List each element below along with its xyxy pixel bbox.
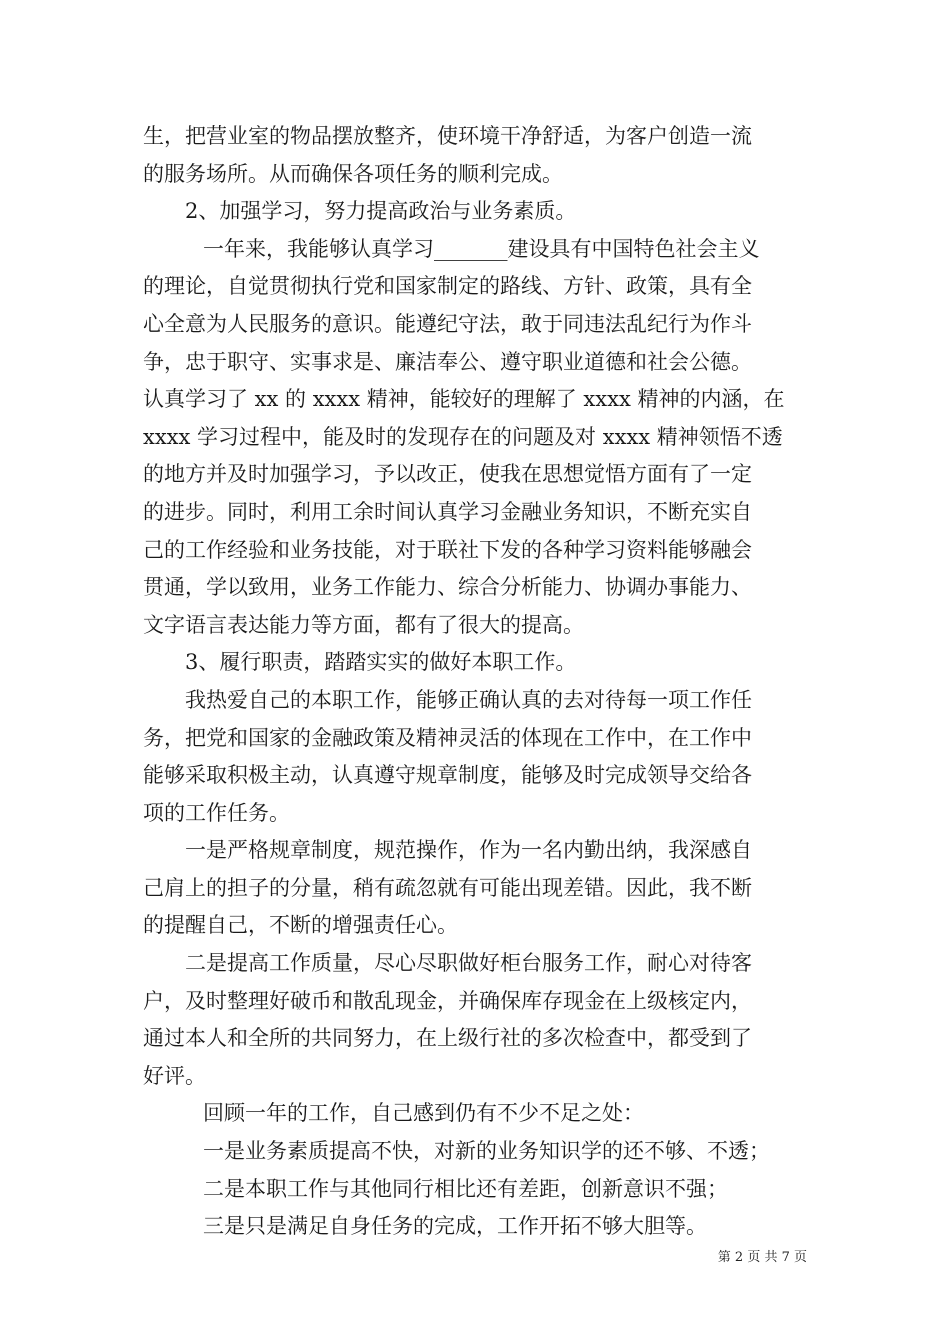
text-line: 贯通，学以致用，业务工作能力、综合分析能力、协调办事能力、 [143, 575, 752, 600]
document-body [143, 118, 807, 1246]
text-line: xxxx 学习过程中，能及时的发现存在的问题及对 xxxx 精神领悟不透 [143, 424, 783, 449]
text-line: 文字语言表达能力等方面，都有了很大的提高。 [143, 612, 584, 637]
text-line: 生，把营业室的物品摆放整齐，使环境干净舒适，为客户创造一流 [143, 124, 752, 148]
text-line: 己的工作经验和业务技能，对于联社下发的各种学习资料能够融会 [143, 537, 752, 562]
text-line: 的地方并及时加强学习，予以改正，使我在思想觉悟方面有了一定 [143, 462, 752, 487]
text-line: 的提醒自己，不断的增强责任心。 [143, 913, 458, 938]
text-line: 的进步。同时，利用工余时间认真学习金融业务知识，不断充实自 [143, 499, 752, 524]
text-line: 争，忠于职守、实事求是、廉洁奉公、遵守职业道德和社会公德。 [143, 349, 752, 374]
text-line: 务，把党和国家的金融政策及精神灵活的体现在工作中，在工作中 [143, 725, 752, 750]
section-heading: 3、履行职责，踏踏实实的做好本职工作。 [185, 650, 577, 675]
text-line: 好评。 [143, 1063, 206, 1088]
paragraph-start: 二是提高工作质量，尽心尽职做好柜台服务工作，耐心对待客 [185, 951, 752, 976]
text-line: 通过本人和全所的共同努力，在上级行社的多次检查中，都受到了 [143, 1026, 752, 1051]
text-line: 户，及时整理好破币和散乱现金，并确保库存现金在上级核定内， [143, 988, 752, 1013]
paragraph-start: 一年来，我能够认真学习_______建设具有中国特色社会主义 [203, 236, 760, 261]
paragraph-start: 我热爱自己的本职工作，能够正确认真的去对待每一项工作任 [185, 687, 752, 712]
list-item: 二是本职工作与其他同行相比还有差距，创新意识不强； [203, 1176, 728, 1201]
list-item: 三是只是满足自身任务的完成，工作开拓不够大胆等。 [203, 1214, 707, 1239]
text-line: 的服务场所。从而确保各项任务的顺利完成。 [143, 161, 563, 186]
text-line: 的理论，自觉贯彻执行党和国家制定的路线、方针、政策，具有全 [143, 274, 752, 299]
text-line: 心全意为人民服务的意识。能遵纪守法，敢于同违法乱纪行为作斗 [143, 311, 752, 336]
list-item: 一是业务素质提高不快，对新的业务知识学的还不够、不透； [203, 1139, 770, 1164]
text-line: 项的工作任务。 [143, 800, 290, 825]
text-line: 己肩上的担子的分量，稍有疏忽就有可能出现差错。因此，我不断 [143, 875, 752, 900]
page-number: 第 2 页 共 7 页 [717, 1250, 807, 1265]
paragraph-start: 回顾一年的工作，自己感到仍有不少不足之处： [203, 1101, 644, 1126]
text-line: 能够采取积极主动，认真遵守规章制度，能够及时完成领导交给各 [143, 763, 752, 788]
section-heading: 2、加强学习，努力提高政治与业务素质。 [185, 199, 577, 224]
text-line: 认真学习了 xx 的 xxxx 精神，能较好的理解了 xxxx 精神的内涵，在 [143, 387, 785, 412]
paragraph-start: 一是严格规章制度，规范操作，作为一名内勤出纳，我深感自 [185, 838, 752, 863]
